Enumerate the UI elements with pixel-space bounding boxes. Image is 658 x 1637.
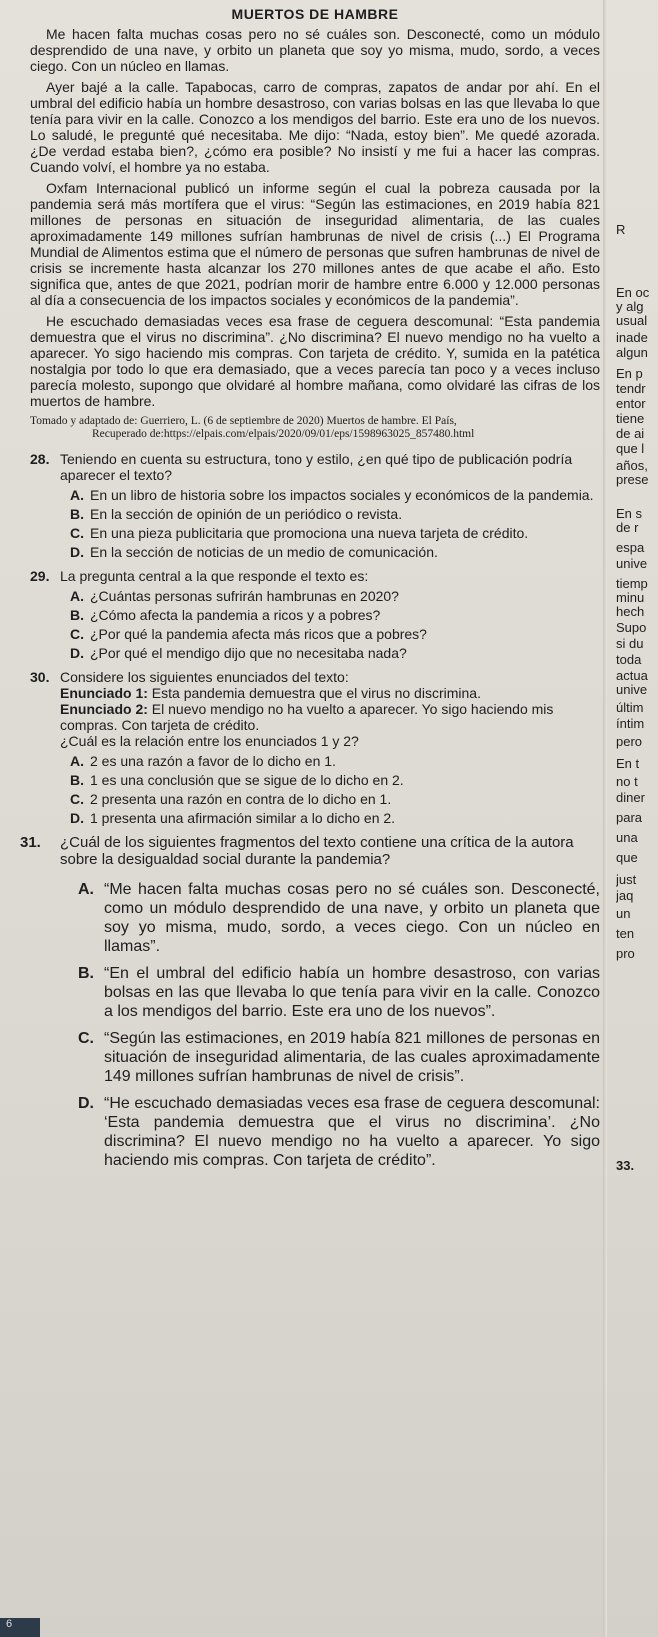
option-letter: C. (78, 1030, 94, 1047)
right-column-fragment: que l (616, 441, 645, 456)
option-text: ¿Por qué el mendigo dijo que no necesitaba nada? (90, 645, 407, 661)
statement-2 (60, 701, 600, 733)
right-column-fragment: 33. (616, 1158, 635, 1173)
corner-badge: 6 (0, 1618, 40, 1637)
right-column-fragment: no t (616, 774, 638, 789)
right-column-fragment: diner (616, 790, 645, 805)
right-column-fragment: espa (616, 540, 645, 555)
right-column-fragment: just (616, 872, 637, 887)
q30-option-b[interactable] (60, 772, 600, 788)
q29-option-c[interactable] (60, 626, 600, 642)
option-letter: B. (70, 772, 84, 788)
right-column-fragment: pro (616, 946, 635, 961)
option-letter: D. (70, 544, 84, 560)
right-column-fragment: En p (616, 366, 643, 381)
paragraph-4: He escuchado demasiadas veces esa frase de ceguera descomunal: “Esta pandemia demuestra que el virus no discrimina”. ¿No discrimina? El nuevo mendigo no ha vuelto a aparecer. Yo sigo haciendo mis compras. Con tarjeta de crédito. Y, sumida en la patética nostalgia por todo lo que era demasiado, que a veces parecía tan poco y a veces incluso parecía molesto, supongo que olvidaré al hombre mañana, como olvidaré las cifras de los muertos de hambre. (30, 313, 600, 409)
question-text: ¿Cuál de los siguientes fragmentos del texto contiene una crítica de la autora sobre la desigualdad social durante la pandemia? (60, 834, 574, 868)
right-column-fragment: entor (616, 396, 646, 411)
option-text: 1 presenta una afirmación similar a lo dicho en 2. (90, 810, 396, 826)
option-letter: B. (78, 965, 94, 982)
right-column-fragment: hech (616, 604, 645, 619)
q28-option-b[interactable] (60, 506, 600, 522)
option-letter: A. (78, 881, 94, 898)
right-column-fragment: y alg (616, 299, 644, 314)
question-28 (30, 451, 600, 483)
paragraph-2: Ayer bajé a la calle. Tapabocas, carro de compras, zapatos de andar por ahí. En el umbral del edificio había un hombre desastroso, con varias bolsas en las que llevaba lo que tenía para vivir en la calle. Conozco a los mendigos del barrio. Este era uno de los nuevos. Lo saludé, le pregunté qué necesitaba. Me dijo: “Nada, estoy bien”. Me quedé azorada. ¿De verdad estaba bien?, ¿cómo era posible? No insistí y me fui a hacer las compras. Cuando volví, el hombre ya no estaba. (30, 79, 600, 175)
right-column-fragment: toda (616, 652, 642, 667)
source-line-1: Tomado y adaptado de: Guerriero, L. (6 de septiembre de 2020) Muertos de hambre. El País, (30, 415, 457, 427)
right-column-fragment: de ai (616, 426, 645, 441)
q31-option-a[interactable] (70, 880, 600, 956)
right-column-fragment: R (616, 222, 626, 237)
right-column-fragment: jaq (616, 888, 634, 903)
question-31 (20, 834, 600, 868)
option-letter: C. (70, 791, 84, 807)
question-text: La pregunta central a la que responde el texto es: (60, 568, 369, 584)
option-letter: A. (70, 588, 84, 604)
right-column-fragment: unive (616, 682, 648, 697)
q31-option-c[interactable] (70, 1029, 600, 1086)
question-30 (30, 669, 600, 749)
question-number: 29. (30, 568, 50, 584)
option-text: En la sección de opinión de un periódico o revista. (90, 506, 403, 522)
option-text: ¿Cuántas personas sufrirán hambrunas en 2020? (90, 588, 399, 604)
right-column-fragment: En oc (616, 285, 650, 300)
option-text: “Según las estimaciones, en 2019 había 821 millones de personas en situación de inseguridad alimentaria, de las cuales aproximadamente 149 millones sufrían hambrunas de nivel de crisis”. (104, 1030, 600, 1085)
q29-option-d[interactable] (60, 645, 600, 661)
statement-label: Enunciado 1: (60, 685, 148, 701)
option-text: ¿Por qué la pandemia afecta más ricos que a pobres? (90, 626, 427, 642)
option-text: “He escuchado demasiadas veces esa frase de ceguera descomunal: ‘Esta pandemia demuestra que el virus no discrimina’. ¿No discrimina? El nuevo mendigo no ha vuelto a aparecer. Yo sigo haciendo mis compras. Con tarjeta de crédito”. (104, 1095, 600, 1169)
option-text: 1 es una conclusión que se sigue de lo dicho en 2. (90, 772, 404, 788)
q31-option-d[interactable] (70, 1094, 600, 1170)
statement-text: Esta pandemia demuestra que el virus no discrimina. (147, 685, 481, 701)
right-column-fragment: si du (616, 636, 644, 651)
question-number: 31. (20, 834, 41, 851)
option-letter: A. (70, 753, 84, 769)
right-column-fragment: actua (616, 668, 648, 683)
source-line-2: Recuperado de:https://elpais.com/elpais/2020/09/01/eps/1598963025_857480.html (92, 428, 475, 440)
right-column-fragment: algun (616, 345, 648, 360)
option-letter: D. (70, 645, 84, 661)
option-text: “En el umbral del edificio había un hombre desastroso, con varias bolsas en las que llevaba lo que tenía para vivir en la calle. Conozco a los mendigos del barrio. Este era uno de los nuevos”. (104, 965, 600, 1020)
q28-option-a[interactable] (60, 487, 600, 503)
right-column-fragment: para (616, 810, 643, 825)
option-letter: C. (70, 525, 84, 541)
right-column-fragment: inade (616, 330, 648, 345)
right-column-fragment: tiene (616, 411, 645, 426)
right-column-fragment: un (616, 906, 631, 921)
right-column-fragment: En s (616, 506, 643, 521)
option-letter: C. (70, 626, 84, 642)
question-number: 30. (30, 669, 50, 685)
page-fold (603, 0, 607, 1637)
right-column-fragment: de r (616, 520, 639, 535)
document-title: MUERTOS DE HAMBRE (231, 6, 399, 22)
option-text: ¿Cómo afecta la pandemia a ricos y a pobres? (90, 607, 381, 623)
left-column (20, 6, 600, 1178)
question-number: 28. (30, 451, 50, 467)
option-text: 2 es una razón a favor de lo dicho en 1. (90, 753, 336, 769)
right-column-fragment: pero (616, 734, 643, 749)
right-column-fragment: Supo (616, 620, 647, 635)
right-column-fragment: unive (616, 556, 648, 571)
q29-option-a[interactable] (60, 588, 600, 604)
q28-option-d[interactable] (60, 544, 600, 560)
source-citation (30, 415, 600, 441)
option-letter: D. (78, 1095, 94, 1112)
option-text: En una pieza publicitaria que promociona una nueva tarjeta de crédito. (90, 525, 529, 541)
option-letter: A. (70, 487, 84, 503)
right-column-fragment: usual (616, 313, 648, 328)
right-column-fragment: tendr (616, 381, 646, 396)
option-letter: B. (70, 506, 84, 522)
right-column-fragment: minu (616, 590, 645, 605)
q30-option-d[interactable] (60, 810, 600, 826)
q28-option-c[interactable] (60, 525, 600, 541)
question-prompt: ¿Cuál es la relación entre los enunciados 1 y 2? (60, 733, 359, 749)
question-text: Teniendo en cuenta su estructura, tono y estilo, ¿en qué tipo de publicación podría aparecer el texto? (60, 451, 573, 483)
q30-option-a[interactable] (60, 753, 600, 769)
right-column-fragment: últim (616, 700, 644, 715)
statement-text: El nuevo mendigo no ha vuelto a aparecer. Yo sigo haciendo mis compras. Con tarjeta de crédito. (60, 701, 554, 733)
statement-1 (60, 685, 600, 701)
option-letter: B. (70, 607, 84, 623)
right-column-fragment: ten (616, 926, 635, 941)
option-letter: D. (70, 810, 84, 826)
question-text: Considere los siguientes enunciados del texto: (60, 669, 349, 685)
right-column-fragment: íntim (616, 716, 645, 731)
q30-option-c[interactable] (60, 791, 600, 807)
right-column-fragment: En t (616, 756, 640, 771)
q29-option-b[interactable] (60, 607, 600, 623)
right-column-fragment: una (616, 830, 638, 845)
q31-option-b[interactable] (70, 964, 600, 1021)
right-column-fragment: prese (616, 472, 649, 487)
option-text: En un libro de historia sobre los impactos sociales y económicos de la pandemia. (90, 487, 594, 503)
right-column-fragments (616, 0, 658, 1637)
paragraph-3: Oxfam Internacional publicó un informe según el cual la pobreza causada por la pandemia será más mortífera que el virus: “Según las estimaciones, en 2019 había 821 millones de personas en situación de inseguridad alimentaria, de las cuales aproximadamente 149 millones sufrían hambrunas de nivel de crisis (...) El Programa Mundial de Alimentos estima que el número de personas que sufren hambrunas de nivel de crisis se incremente hasta alcanzar los 270 millones antes de que acabe el año. Esto significa que, antes de que 2021, podrían morir de hambre entre 6.000 y 12.000 personas al día a consecuencia de los impactos sociales y económicos de la pandemia”. (30, 180, 600, 308)
option-text: 2 presenta una razón en contra de lo dicho en 1. (90, 791, 392, 807)
right-column-fragment: años, (616, 458, 648, 473)
option-text: “Me hacen falta muchas cosas pero no sé cuáles son. Desconecté, como un módulo desprendido de una nave, y orbito un planeta que soy yo misma, mudo, sordo, a veces ciego. Con un núcleo en llamas”. (104, 881, 600, 955)
statement-label: Enunciado 2: (60, 701, 148, 717)
paragraph-1: Me hacen falta muchas cosas pero no sé cuáles son. Desconecté, como un módulo desprendido de una nave, y orbito un planeta que soy yo misma, mudo, sordo, a veces ciego. Con un núcleo en llamas. (30, 26, 600, 74)
question-29 (30, 568, 600, 584)
option-text: En la sección de noticias de un medio de comunicación. (90, 544, 438, 560)
right-column-fragment: tiemp (616, 576, 648, 591)
right-column-fragment: que (616, 850, 638, 865)
